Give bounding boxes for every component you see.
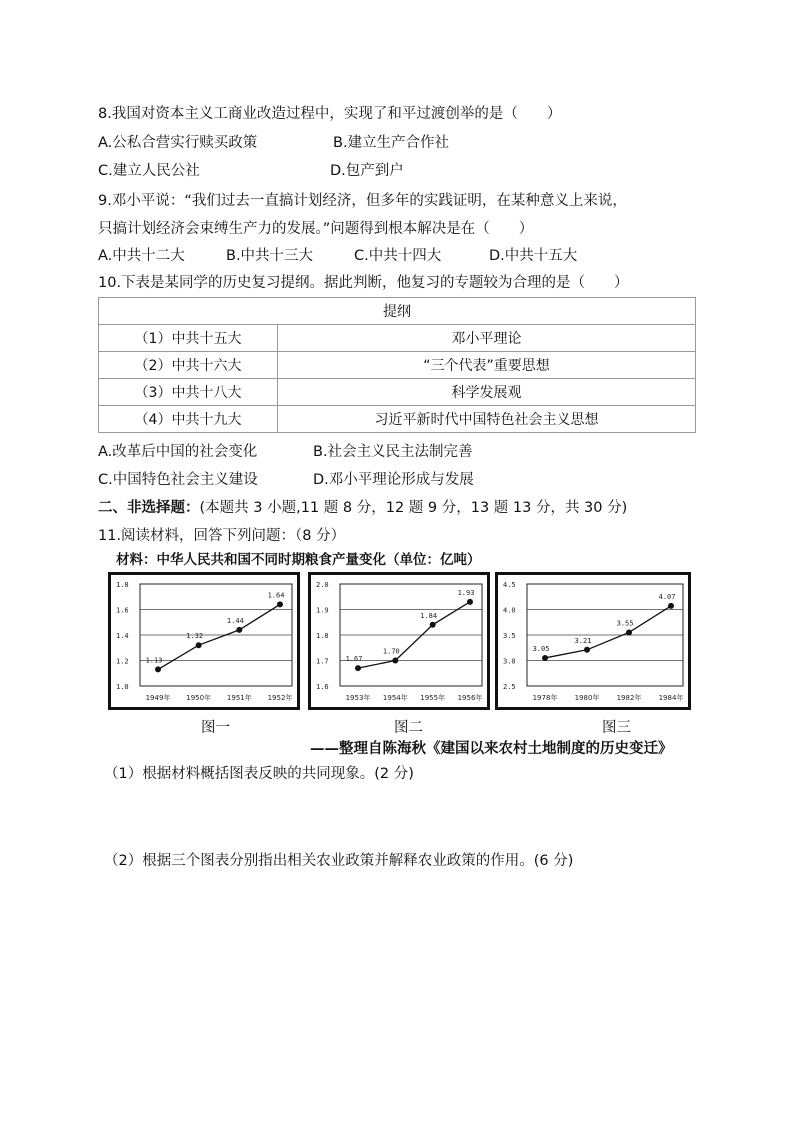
x-tick-label: 1978年 (532, 694, 558, 702)
q11-sub2: （2）根据三个图表分别指出相关农业政策并解释农业政策的作用。(6 分) (104, 853, 574, 869)
data-point (277, 601, 283, 607)
data-label: 3.55 (616, 619, 634, 628)
data-label: 1.93 (457, 588, 475, 597)
data-point (355, 665, 361, 671)
table-header: 提纲 (99, 298, 696, 325)
material-source: ——整理自陈海秋《建国以来农村土地制度的历史变迁》 (310, 740, 673, 757)
data-point (196, 642, 202, 648)
q9-option-c: C.中共十四大 (354, 248, 442, 264)
q8-stem: 8.我国对资本主义工商业改造过程中，实现了和平过渡创举的是（ ） (98, 106, 562, 122)
data-label: 1.67 (345, 655, 363, 664)
data-point (155, 666, 161, 672)
y-tick-label: 1.2 (116, 657, 129, 666)
table-row (99, 352, 696, 379)
table-cell-theory: 邓小平理论 (278, 325, 696, 352)
data-point (236, 627, 242, 633)
data-point (392, 658, 398, 664)
x-tick-label: 1956年 (457, 694, 483, 702)
y-tick-label: 2.0 (316, 581, 329, 589)
chart-figure-3 (495, 572, 691, 710)
y-tick-label: 1.4 (116, 632, 129, 640)
x-tick-label: 1953年 (345, 694, 371, 702)
table-cell-theory: 科学发展观 (278, 379, 696, 406)
y-tick-label: 2.5 (503, 683, 516, 691)
q9-option-a: A.中共十二大 (98, 248, 185, 264)
data-label: 3.21 (574, 636, 592, 645)
q9-stem-line1: 9.邓小平说：“我们过去一直搞计划经济，但多年的实践证明，在某种意义上来说， (98, 193, 627, 209)
q10-option-c: C.中国特色社会主义建设 (98, 472, 258, 488)
q10-option-a: A.改革后中国的社会变化 (98, 444, 258, 460)
y-tick-label: 1.7 (316, 657, 329, 666)
section-heading (98, 498, 627, 518)
table-cell-congress: （4）中共十九大 (99, 406, 278, 433)
data-point (430, 622, 436, 628)
table-row (99, 379, 696, 406)
data-label: 1.64 (267, 591, 285, 600)
chart-figure-2 (308, 572, 490, 710)
table-cell-congress: （1）中共十五大 (99, 325, 278, 352)
table-cell-congress: （2）中共十六大 (99, 352, 278, 379)
x-tick-label: 1982年 (616, 694, 642, 702)
material-title: 材料：中华人民共和国不同时期粮食产量变化（单位：亿吨） (116, 552, 481, 568)
q8-option-b: B.建立生产合作社 (333, 135, 450, 151)
q11-sub1: （1）根据材料概括图表反映的共同现象。(2 分) (104, 766, 414, 782)
x-tick-label: 1950年 (186, 694, 212, 702)
q10-stem: 10.下表是某同学的历史复习提纲。据此判断，他复习的专题较为合理的是（ ） (98, 275, 629, 291)
section-title: 二、非选择题： (98, 500, 200, 516)
q11-stem: 11.阅读材料，回答下列问题：（8 分） (98, 528, 346, 544)
q10-option-b: B.社会主义民主法制完善 (313, 444, 473, 460)
q8-option-c: C.建立人民公社 (98, 163, 200, 179)
x-tick-label: 1954年 (382, 694, 408, 702)
q9-option-b: B.中共十三大 (226, 248, 314, 264)
y-tick-label: 3.0 (503, 657, 516, 666)
y-tick-label: 1.9 (316, 606, 329, 615)
y-tick-label: 4.0 (503, 606, 516, 615)
data-point (542, 655, 548, 661)
table-header-row (99, 298, 696, 325)
y-tick-label: 1.6 (316, 683, 329, 691)
table-cell-congress: （3）中共十八大 (99, 379, 278, 406)
figure-label-2: 图二 (394, 720, 423, 736)
q8-option-d: D.包产到户 (330, 163, 404, 179)
data-label: 3.05 (532, 644, 550, 653)
table-cell-theory: “三个代表”重要思想 (278, 352, 696, 379)
data-label: 1.13 (145, 656, 163, 665)
y-tick-label: 4.5 (503, 581, 516, 589)
y-tick-label: 1.8 (316, 632, 329, 640)
q9-option-d: D.中共十五大 (489, 248, 578, 264)
data-label: 4.07 (658, 592, 676, 601)
q10-option-d: D.邓小平理论形成与发展 (313, 472, 474, 488)
data-label: 1.44 (226, 616, 244, 625)
x-tick-label: 1949年 (145, 694, 171, 702)
table-cell-theory: 习近平新时代中国特色社会主义思想 (278, 406, 696, 433)
figure-label-1: 图一 (201, 720, 230, 736)
data-point (668, 603, 674, 609)
data-label: 1.32 (186, 632, 204, 641)
x-tick-label: 1955年 (420, 694, 446, 702)
x-tick-label: 1980年 (574, 694, 600, 702)
table-row (99, 406, 696, 433)
y-tick-label: 1.0 (116, 683, 129, 691)
x-tick-label: 1952年 (267, 694, 293, 702)
y-tick-label: 1.6 (116, 606, 129, 615)
table-row (99, 325, 696, 352)
data-point (467, 599, 473, 605)
data-point (584, 647, 590, 653)
section-note: (本题共 3 小题,11 题 8 分，12 题 9 分，13 题 13 分，共 30 分) (199, 500, 628, 516)
y-tick-label: 1.8 (116, 581, 129, 589)
y-tick-label: 3.5 (503, 632, 516, 640)
outline-table (98, 297, 696, 433)
data-label: 1.84 (420, 611, 438, 620)
chart-figure-1 (108, 572, 300, 710)
q9-stem-line2: 只搞计划经济会束缚生产力的发展。”问题得到根本解决是在（ ） (98, 221, 534, 237)
figure-label-3: 图三 (602, 720, 631, 736)
x-tick-label: 1984年 (658, 694, 684, 702)
x-tick-label: 1951年 (226, 694, 252, 702)
data-label: 1.70 (382, 647, 400, 656)
data-point (626, 629, 632, 635)
q8-option-a: A.公私合营实行赎买政策 (98, 135, 258, 151)
